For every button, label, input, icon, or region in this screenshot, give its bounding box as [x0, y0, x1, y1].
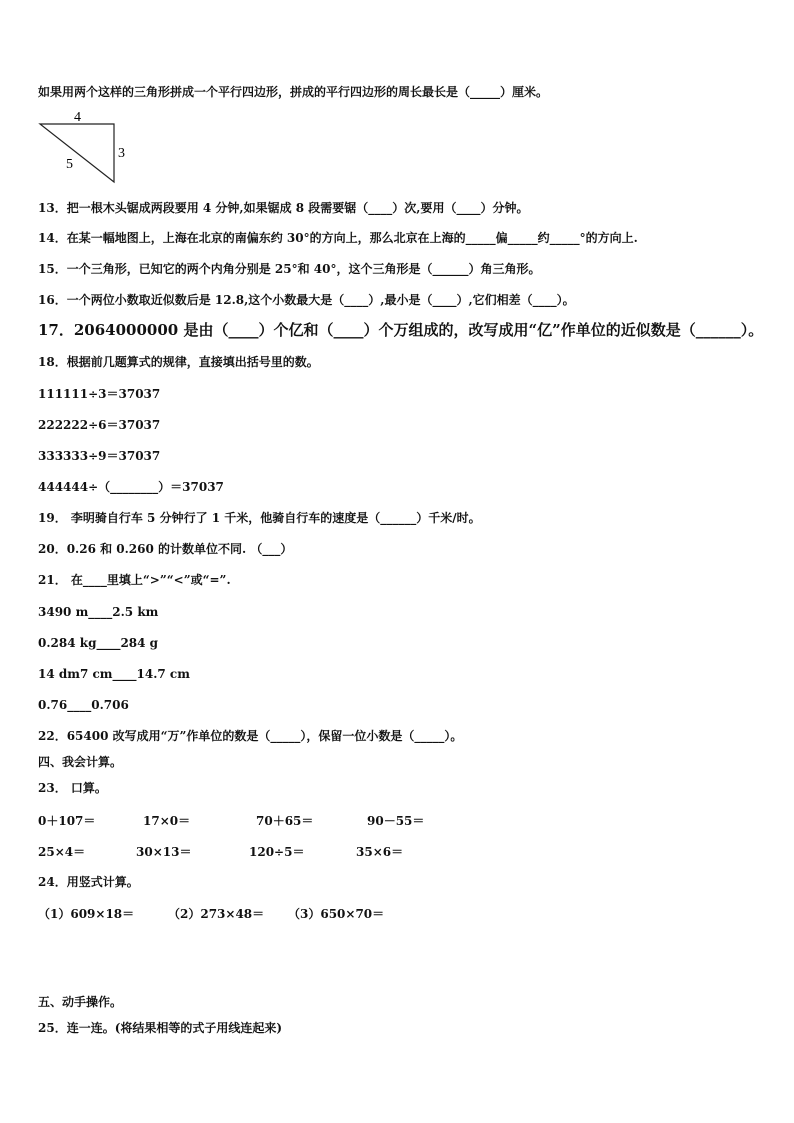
intro-text: 如果用两个这样的三角形拼成一个平行四边形，拼成的平行四边形的周长最长是（_____）厘米。	[38, 85, 549, 99]
question-22: 22．65400 改写成用“万”作单位的数是（_____），保留一位小数是（_____）。	[38, 729, 463, 743]
q21-line-2: 0.284 kg____284 g	[38, 636, 159, 650]
vertical-calc-1: （1）609×18＝	[38, 907, 135, 921]
question-15: 15．一个三角形，已知它的两个内角分别是 25°和 40°，这个三角形是（______）角三角形。	[38, 262, 541, 276]
section-4-heading: 四、我会计算。	[38, 755, 123, 769]
vertical-calc-2: （2）273×48＝	[168, 907, 265, 921]
q18-line-1: 111111÷3＝37037	[38, 387, 161, 401]
question-21: 21． 在____里填上“>”“<”或“=”.	[38, 573, 231, 587]
q18-line-2: 222222÷6＝37037	[38, 418, 161, 432]
question-18: 18．根据前几题算式的规律，直接填出括号里的数。	[38, 355, 319, 369]
oral-calc-8: 35×6＝	[356, 845, 404, 859]
q21-line-4: 0.76____0.706	[38, 698, 129, 712]
question-25: 25．连一连。(将结果相等的式子用线连起来)	[38, 1021, 283, 1035]
oral-calc-7: 120÷5＝	[249, 845, 305, 859]
q18-line-3: 333333÷9＝37037	[38, 449, 161, 463]
question-23: 23． 口算。	[38, 781, 107, 795]
oral-calc-1: 0＋107＝	[38, 814, 96, 828]
q21-line-3: 14 dm7 cm____14.7 cm	[38, 667, 190, 681]
q21-line-1: 3490 m____2.5 km	[38, 605, 159, 619]
triangle-shape	[40, 124, 114, 182]
oral-calc-6: 30×13＝	[136, 845, 192, 859]
question-16: 16．一个两位小数取近似数后是 12.8,这个小数最大是（____）,最小是（____）,它们相差（____）。	[38, 293, 575, 307]
triangle-hyp-label: 5	[66, 157, 73, 172]
question-14: 14．在某一幅地图上，上海在北京的南偏东约 30°的方向上，那么北京在上海的_____偏_____约_____°的方向上.	[38, 231, 638, 245]
question-13: 13．把一根木头锯成两段要用 4 分钟,如果锯成 8 段需要锯（____）次,要用（____）分钟。	[38, 201, 529, 215]
oral-calc-2: 17×0＝	[143, 814, 191, 828]
question-17: 17．2064000000 是由（____）个亿和（____）个万组成的，改写成用“亿”作单位的近似数是（______）。	[38, 321, 764, 339]
question-20: 20．0.26 和 0.260 的计数单位不同. （___）	[38, 542, 293, 556]
question-24: 24．用竖式计算。	[38, 875, 139, 889]
section-5-heading: 五、动手操作。	[38, 995, 123, 1009]
q18-line-4: 444444÷（________）＝37037	[38, 480, 224, 494]
oral-calc-5: 25×4＝	[38, 845, 86, 859]
vertical-calc-3: （3）650×70＝	[288, 907, 385, 921]
triangle-top-label: 4	[74, 110, 81, 125]
oral-calc-4: 90－55＝	[367, 814, 425, 828]
question-19: 19． 李明骑自行车 5 分钟行了 1 千米，他骑自行车的速度是（______）千米/时。	[38, 511, 481, 525]
right-triangle-figure	[34, 110, 134, 188]
triangle-right-label: 3	[118, 146, 125, 161]
oral-calc-3: 70＋65＝	[256, 814, 314, 828]
